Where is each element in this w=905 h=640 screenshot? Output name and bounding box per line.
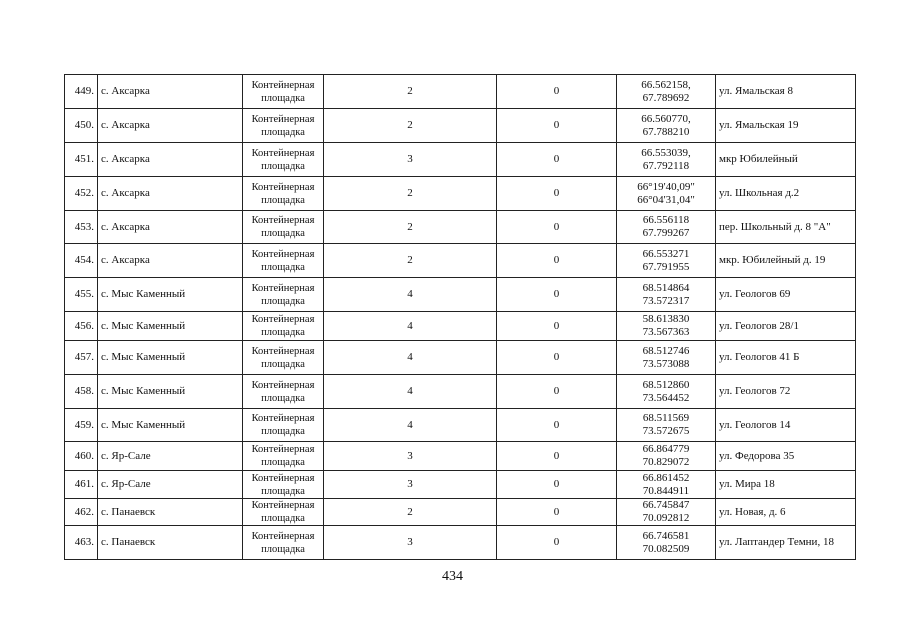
coordinate-line1: 66.745847	[642, 499, 690, 511]
coordinate-line2: 73.572317	[642, 294, 690, 307]
site-type-cell	[243, 143, 324, 177]
table-body	[65, 75, 856, 560]
coordinate-line2: 70.082509	[642, 542, 690, 555]
settlement-cell: с. Яр-Сале	[98, 471, 243, 499]
coordinate-line1: 68.511569	[642, 412, 690, 424]
container-count-cell: 4	[324, 341, 497, 375]
coordinates-cell	[617, 471, 716, 499]
second-count-cell: 0	[497, 442, 617, 471]
settlement-cell: с. Аксарка	[98, 244, 243, 278]
settlement-cell: с. Мыс Каменный	[98, 312, 243, 341]
site-type-cell	[243, 375, 324, 409]
second-count-cell: 0	[497, 109, 617, 143]
coordinates-cell	[617, 177, 716, 211]
table-row	[65, 211, 856, 244]
container-count-cell: 2	[324, 244, 497, 278]
coordinates-cell	[617, 375, 716, 409]
site-type-line2: площадка	[261, 228, 305, 239]
coordinates-cell	[617, 244, 716, 278]
site-type-cell	[243, 211, 324, 244]
coordinate-line1: 58.613830	[642, 313, 690, 325]
coordinate-line2: 70.829072	[642, 456, 690, 468]
site-type-line1: Контейнерная	[251, 147, 315, 159]
settlement-cell: с. Мыс Каменный	[98, 375, 243, 409]
settlement-cell: с. Аксарка	[98, 177, 243, 211]
second-count-cell: 0	[497, 75, 617, 109]
site-type-line2: площадка	[261, 194, 305, 206]
settlement-cell: с. Аксарка	[98, 211, 243, 244]
container-count-cell: 4	[324, 278, 497, 312]
coordinate-line1: 66.553039,	[641, 146, 691, 159]
site-type-cell	[243, 278, 324, 312]
site-type-cell	[243, 177, 324, 211]
page-number: 434	[442, 569, 463, 584]
coordinates-cell	[617, 409, 716, 442]
site-type-line2: площадка	[261, 543, 305, 555]
container-count-cell: 2	[324, 109, 497, 143]
settlement-cell: с. Мыс Каменный	[98, 409, 243, 442]
container-sites-table	[64, 74, 856, 560]
address-cell: пер. Школьный д. 8 "А"	[716, 211, 856, 244]
row-number: 454.	[65, 244, 98, 278]
site-type-line1: Контейнерная	[251, 113, 315, 125]
row-number: 453.	[65, 211, 98, 244]
table-row	[65, 341, 856, 375]
settlement-cell: с. Аксарка	[98, 75, 243, 109]
container-count-cell: 3	[324, 471, 497, 499]
coordinate-line2: 67.791955	[642, 260, 690, 273]
table-row	[65, 471, 856, 499]
site-type-cell	[243, 471, 324, 499]
coordinate-line1: 66.746581	[642, 529, 690, 542]
site-type-cell	[243, 409, 324, 442]
site-type-line2: площадка	[261, 426, 305, 437]
site-type-line1: Контейнерная	[251, 282, 315, 294]
settlement-cell: с. Яр-Сале	[98, 442, 243, 471]
site-type-cell	[243, 526, 324, 560]
container-count-cell: 4	[324, 409, 497, 442]
site-type-line2: площадка	[261, 513, 305, 524]
table-row	[65, 409, 856, 442]
site-type-cell	[243, 442, 324, 471]
row-number: 459.	[65, 409, 98, 442]
second-count-cell: 0	[497, 375, 617, 409]
address-cell: ул. Лаптандер Темни, 18	[716, 526, 856, 560]
address-cell: ул. Школьная д.2	[716, 177, 856, 211]
site-type-line1: Контейнерная	[251, 500, 315, 511]
table-row	[65, 177, 856, 211]
site-type-line2: площадка	[261, 126, 305, 138]
row-number: 463.	[65, 526, 98, 560]
coordinate-line2: 70.092812	[642, 512, 690, 524]
coordinate-line1: 66.556118	[642, 214, 690, 226]
second-count-cell: 0	[497, 409, 617, 442]
coordinate-line1: 66.562158,	[641, 78, 691, 91]
row-number: 449.	[65, 75, 98, 109]
site-type-line1: Контейнерная	[251, 530, 315, 542]
address-cell: ул. Геологов 69	[716, 278, 856, 312]
address-cell: ул. Геологов 14	[716, 409, 856, 442]
site-type-cell	[243, 341, 324, 375]
row-number: 457.	[65, 341, 98, 375]
coordinate-line2: 66°04'31,04"	[637, 193, 695, 206]
site-type-line1: Контейнерная	[251, 472, 315, 484]
coordinate-line1: 66.861452	[642, 471, 690, 484]
site-type-line2: площадка	[261, 457, 305, 468]
coordinates-cell	[617, 341, 716, 375]
table-row	[65, 244, 856, 278]
site-type-line2: площадка	[261, 261, 305, 273]
second-count-cell: 0	[497, 471, 617, 499]
site-type-line1: Контейнерная	[251, 215, 315, 226]
settlement-cell: с. Панаевск	[98, 526, 243, 560]
settlement-cell: с. Панаевск	[98, 499, 243, 526]
site-type-line2: площадка	[261, 327, 305, 338]
row-number: 460.	[65, 442, 98, 471]
site-type-line2: площадка	[261, 358, 305, 370]
container-count-cell: 4	[324, 312, 497, 341]
second-count-cell: 0	[497, 143, 617, 177]
site-type-line1: Контейнерная	[251, 413, 315, 424]
table-row	[65, 499, 856, 526]
table-row	[65, 109, 856, 143]
coordinates-cell	[617, 211, 716, 244]
table-row	[65, 312, 856, 341]
site-type-line1: Контейнерная	[251, 79, 315, 91]
coordinate-line2: 70.844911	[642, 484, 690, 497]
table-row	[65, 143, 856, 177]
coordinate-line1: 68.512746	[642, 344, 690, 357]
coordinate-line2: 67.792118	[642, 159, 690, 172]
coordinate-line1: 68.514864	[642, 281, 690, 294]
row-number: 452.	[65, 177, 98, 211]
coordinate-line2: 73.564452	[642, 391, 690, 404]
table-row	[65, 526, 856, 560]
container-count-cell: 2	[324, 499, 497, 526]
site-type-line1: Контейнерная	[251, 345, 315, 357]
address-cell: мкр Юбилейный	[716, 143, 856, 177]
coordinate-line1: 68.512860	[642, 378, 690, 391]
address-cell: ул. Геологов 72	[716, 375, 856, 409]
settlement-cell: с. Аксарка	[98, 143, 243, 177]
coordinates-cell	[617, 278, 716, 312]
container-count-cell: 2	[324, 211, 497, 244]
settlement-cell: с. Мыс Каменный	[98, 341, 243, 375]
site-type-line2: площадка	[261, 160, 305, 172]
container-count-cell: 3	[324, 143, 497, 177]
second-count-cell: 0	[497, 244, 617, 278]
coordinates-cell	[617, 109, 716, 143]
coordinates-cell	[617, 499, 716, 526]
site-type-line1: Контейнерная	[251, 379, 315, 391]
coordinates-cell	[617, 75, 716, 109]
site-type-line1: Контейнерная	[251, 314, 315, 325]
coordinates-cell	[617, 143, 716, 177]
coordinate-line2: 67.799267	[642, 227, 690, 239]
table-row	[65, 75, 856, 109]
coordinate-line2: 67.789692	[642, 91, 690, 104]
coordinate-line1: 66°19'40,09"	[637, 180, 695, 193]
address-cell: ул. Федорова 35	[716, 442, 856, 471]
container-count-cell: 3	[324, 526, 497, 560]
second-count-cell: 0	[497, 341, 617, 375]
site-type-line2: площадка	[261, 92, 305, 104]
site-type-cell	[243, 312, 324, 341]
coordinates-cell	[617, 442, 716, 471]
row-number: 458.	[65, 375, 98, 409]
row-number: 461.	[65, 471, 98, 499]
site-type-cell	[243, 499, 324, 526]
site-type-line2: площадка	[261, 392, 305, 404]
second-count-cell: 0	[497, 278, 617, 312]
settlement-cell: с. Мыс Каменный	[98, 278, 243, 312]
table-row	[65, 442, 856, 471]
coordinate-line2: 73.573088	[642, 357, 690, 370]
table-row	[65, 278, 856, 312]
site-type-line2: площадка	[261, 295, 305, 307]
coordinate-line2: 73.567363	[642, 326, 690, 338]
site-type-cell	[243, 75, 324, 109]
address-cell: ул. Новая, д. 6	[716, 499, 856, 526]
container-count-cell: 2	[324, 177, 497, 211]
coordinate-line2: 67.788210	[642, 125, 690, 138]
site-type-line1: Контейнерная	[251, 248, 315, 260]
table-row	[65, 375, 856, 409]
site-type-cell	[243, 109, 324, 143]
second-count-cell: 0	[497, 312, 617, 341]
site-type-cell	[243, 244, 324, 278]
row-number: 451.	[65, 143, 98, 177]
second-count-cell: 0	[497, 499, 617, 526]
row-number: 455.	[65, 278, 98, 312]
site-type-line2: площадка	[261, 485, 305, 497]
second-count-cell: 0	[497, 177, 617, 211]
second-count-cell: 0	[497, 526, 617, 560]
container-count-cell: 2	[324, 75, 497, 109]
address-cell: мкр. Юбилейный д. 19	[716, 244, 856, 278]
address-cell: ул. Ямальская 8	[716, 75, 856, 109]
row-number: 462.	[65, 499, 98, 526]
coordinate-line1: 66.553271	[642, 247, 690, 260]
coordinate-line1: 66.560770,	[641, 112, 691, 125]
site-type-line1: Контейнерная	[251, 181, 315, 193]
coordinates-cell	[617, 526, 716, 560]
address-cell: ул. Мира 18	[716, 471, 856, 499]
coordinate-line1: 66.864779	[642, 443, 690, 455]
settlement-cell: с. Аксарка	[98, 109, 243, 143]
container-count-cell: 3	[324, 442, 497, 471]
container-count-cell: 4	[324, 375, 497, 409]
address-cell: ул. Геологов 28/1	[716, 312, 856, 341]
address-cell: ул. Геологов 41 Б	[716, 341, 856, 375]
row-number: 456.	[65, 312, 98, 341]
row-number: 450.	[65, 109, 98, 143]
site-type-line1: Контейнерная	[251, 444, 315, 455]
coordinates-cell	[617, 312, 716, 341]
second-count-cell: 0	[497, 211, 617, 244]
coordinate-line2: 73.572675	[642, 425, 690, 437]
address-cell: ул. Ямальская 19	[716, 109, 856, 143]
